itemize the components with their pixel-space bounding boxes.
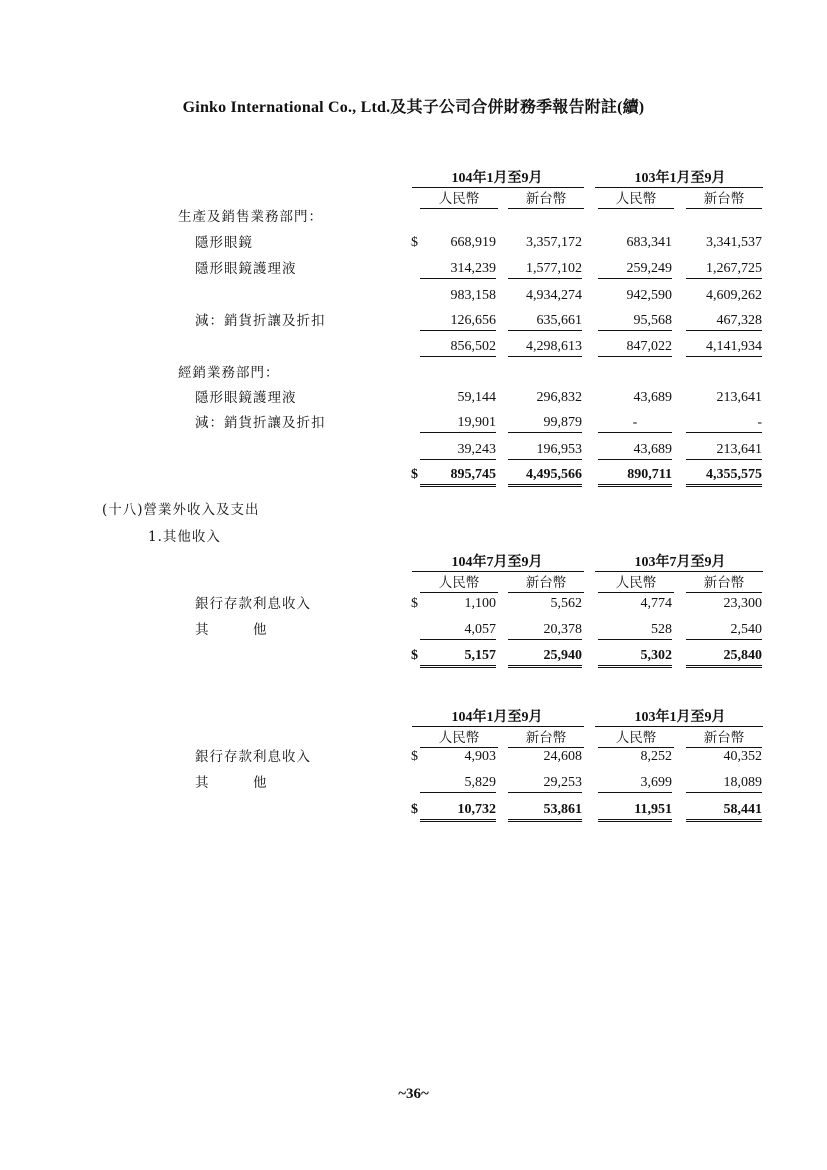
cell: 4,609,262 bbox=[706, 288, 762, 303]
currency-header: 人民幣 bbox=[598, 190, 674, 209]
cell: 4,903 bbox=[464, 749, 496, 764]
cell: 39,243 bbox=[420, 441, 496, 460]
total-cell: 5,302 bbox=[598, 647, 672, 668]
cell: 20,378 bbox=[508, 621, 582, 640]
cell: 296,832 bbox=[536, 390, 582, 405]
period-header: 104年1月至9月 bbox=[451, 710, 543, 725]
cell: 683,341 bbox=[626, 235, 672, 250]
cell: 4,141,934 bbox=[686, 338, 762, 357]
total-cell: 4,495,566 bbox=[508, 466, 582, 487]
total-cell: 5,157 bbox=[420, 647, 496, 668]
dollar-sign: $ bbox=[411, 235, 418, 250]
cell: 196,953 bbox=[508, 441, 582, 460]
cell: 942,590 bbox=[626, 288, 672, 303]
cell: 856,502 bbox=[420, 338, 496, 357]
total-cell: 58,441 bbox=[686, 801, 762, 822]
row-label: 隱形眼鏡護理液 bbox=[195, 390, 297, 406]
total-cell: 895,745 bbox=[420, 466, 496, 487]
row-label: 隱形眼鏡護理液 bbox=[195, 261, 297, 277]
page-number: ~36~ bbox=[398, 1086, 429, 1102]
total-cell: 11,951 bbox=[598, 801, 672, 822]
row-label: 減：銷貨折讓及折扣 bbox=[195, 313, 326, 329]
cell: 213,641 bbox=[686, 441, 762, 460]
cell: 2,540 bbox=[686, 621, 762, 640]
currency-header: 人民幣 bbox=[420, 729, 498, 748]
row-label: 減：銷貨折讓及折扣 bbox=[195, 415, 326, 431]
currency-header: 新台幣 bbox=[686, 190, 762, 209]
cell: 19,901 bbox=[420, 414, 496, 433]
cell: 1,577,102 bbox=[508, 260, 582, 279]
cell: 29,253 bbox=[508, 774, 582, 793]
cell: 24,608 bbox=[543, 749, 582, 764]
period-header: 104年1月至9月 bbox=[451, 171, 543, 186]
cell: 5,829 bbox=[420, 774, 496, 793]
row-label: 其 他 bbox=[195, 622, 268, 638]
row-label: 經銷業務部門： bbox=[178, 365, 280, 381]
currency-header: 新台幣 bbox=[508, 190, 584, 209]
period-header: 103年1月至9月 bbox=[634, 171, 726, 186]
row-label: 銀行存款利息收入 bbox=[195, 596, 311, 612]
cell: 467,328 bbox=[686, 312, 762, 331]
cell: 314,239 bbox=[420, 260, 496, 279]
total-cell: 25,940 bbox=[508, 647, 582, 668]
cell: 23,300 bbox=[723, 596, 762, 611]
period-header: 103年1月至9月 bbox=[634, 710, 726, 725]
cell: 18,089 bbox=[686, 774, 762, 793]
cell: 3,357,172 bbox=[526, 235, 582, 250]
cell: 4,934,274 bbox=[526, 288, 582, 303]
cell: 635,661 bbox=[508, 312, 582, 331]
total-cell: 10,732 bbox=[420, 801, 496, 822]
cell: - bbox=[686, 414, 762, 433]
row-label: 銀行存款利息收入 bbox=[195, 749, 311, 765]
cell: 59,144 bbox=[457, 390, 496, 405]
currency-header: 人民幣 bbox=[598, 574, 674, 593]
cell: 95,568 bbox=[598, 312, 672, 331]
subsection-heading: 1.其他收入 bbox=[148, 529, 221, 545]
cell: 126,656 bbox=[420, 312, 496, 331]
cell: 4,774 bbox=[640, 596, 672, 611]
total-cell: 53,861 bbox=[508, 801, 582, 822]
total-cell: 4,355,575 bbox=[686, 466, 762, 487]
cell: 983,158 bbox=[450, 288, 496, 303]
currency-header: 新台幣 bbox=[508, 574, 584, 593]
total-cell: 25,840 bbox=[686, 647, 762, 668]
row-label: 隱形眼鏡 bbox=[195, 235, 253, 251]
dollar-sign: $ bbox=[411, 467, 418, 482]
currency-header: 新台幣 bbox=[508, 729, 584, 748]
cell: 4,057 bbox=[420, 621, 496, 640]
currency-header: 人民幣 bbox=[420, 190, 498, 209]
section-heading: (十八)營業外收入及支出 bbox=[102, 502, 260, 518]
currency-header: 新台幣 bbox=[686, 574, 762, 593]
cell: 847,022 bbox=[598, 338, 672, 357]
cell: 668,919 bbox=[450, 235, 496, 250]
cell: 43,689 bbox=[598, 441, 672, 460]
row-label: 其 他 bbox=[195, 775, 268, 791]
cell: 259,249 bbox=[598, 260, 672, 279]
cell: 99,879 bbox=[508, 414, 582, 433]
cell: 528 bbox=[598, 621, 672, 640]
total-cell: 890,711 bbox=[598, 466, 672, 487]
cell: 4,298,613 bbox=[508, 338, 582, 357]
cell: 3,341,537 bbox=[706, 235, 762, 250]
dollar-sign: $ bbox=[411, 648, 418, 663]
row-label: 生產及銷售業務部門： bbox=[178, 209, 323, 225]
period-header: 103年7月至9月 bbox=[634, 555, 726, 570]
page-title: Ginko International Co., Ltd.及其子公司合併財務季報告附註(續) bbox=[182, 99, 645, 116]
cell: 213,641 bbox=[716, 390, 762, 405]
cell: 40,352 bbox=[723, 749, 762, 764]
dollar-sign: $ bbox=[411, 749, 418, 764]
currency-header: 新台幣 bbox=[686, 729, 762, 748]
currency-header: 人民幣 bbox=[598, 729, 674, 748]
cell: 3,699 bbox=[598, 774, 672, 793]
cell: 43,689 bbox=[633, 390, 672, 405]
dollar-sign: $ bbox=[411, 596, 418, 611]
currency-header: 人民幣 bbox=[420, 574, 498, 593]
cell: 1,267,725 bbox=[686, 260, 762, 279]
dollar-sign: $ bbox=[411, 802, 418, 817]
period-header: 104年7月至9月 bbox=[451, 555, 543, 570]
cell: 8,252 bbox=[640, 749, 672, 764]
cell: 1,100 bbox=[464, 596, 496, 611]
cell: 5,562 bbox=[550, 596, 582, 611]
cell: - bbox=[598, 414, 672, 433]
